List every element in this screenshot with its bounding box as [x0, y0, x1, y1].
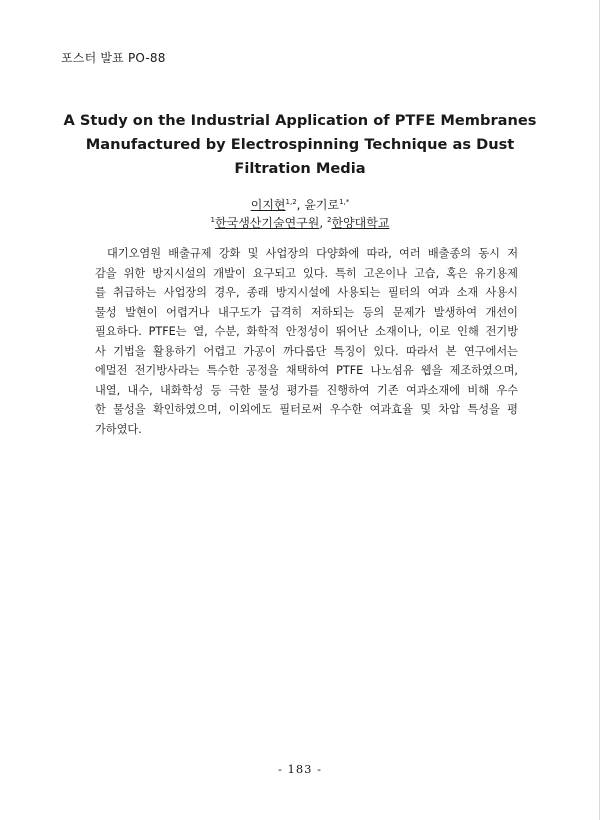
author-superscript: 1,2 [285, 198, 297, 206]
affiliation-name: 한국생산기술연구원 [215, 216, 320, 230]
author-list [60, 196, 540, 214]
abstract-line: 가하였다. [95, 422, 142, 436]
affiliation-separator: , [319, 216, 327, 230]
page-number: - 183 - [277, 762, 323, 776]
abstract-line: 내열, 내수, 내화학성 등 극한 물성 평가를 진행하여 기존 여과소재에 비해 우수 [95, 383, 518, 397]
author-separator: , [296, 198, 305, 212]
abstract-body [95, 244, 518, 439]
affiliation-superscript: 1 [210, 216, 216, 224]
title-line: Filtration Media [234, 160, 366, 177]
title-line: Manufactured by Electrospinning Technique as Dust [85, 136, 515, 153]
author-name: 이지현 [250, 198, 286, 212]
author-superscript: 1,* [339, 198, 350, 206]
affiliation-name: 한양대학교 [331, 216, 390, 230]
abstract-line: 한 물성을 확인하였으며, 이외에도 필터로써 우수한 여과효율 및 차압 특성을 평 [95, 403, 518, 416]
abstract-line: 대기오염원 배출규제 강화 및 사업장의 다양화에 따라, 여러 배출종의 동시 저 [107, 247, 518, 260]
abstract-line: 사 기법을 활용하기 어렵고 가공이 까다롭단 특징이 있다. 따라서 본 연구에서는 [95, 344, 518, 358]
abstract-line: 를 취급하는 사업장의 경우, 종래 방지시설에 사용되는 필터의 여과 소재 사용시 [95, 286, 518, 299]
abstract-line: 에멀전 전기방사라는 특수한 공정을 채택하여 PTFE 나노섬유 웹을 제조하였으며, [95, 364, 518, 377]
paper-title [60, 109, 540, 181]
abstract-line: 물성 발현이 어렵거나 내구도가 급격히 저하되는 등의 문제가 발생하여 개선이 [95, 305, 518, 319]
abstract-line: 필요하다. PTFE는 열, 수분, 화학적 안정성이 뛰어난 소재이나, 이로 인해 전기방 [95, 325, 518, 338]
affiliation-superscript: 2 [327, 216, 332, 224]
abstract-line: 감을 위한 방지시설의 개발이 요구되고 있다. 특히 고온이나 고습, 혹은 유기용제 [95, 266, 518, 280]
session-label: 포스터 발표 PO-88 [61, 51, 166, 65]
title-line: A Study on the Industrial Application of PTFE Membranes [63, 112, 537, 129]
affiliation-list [60, 214, 540, 232]
author-name: 윤기로 [304, 198, 340, 212]
